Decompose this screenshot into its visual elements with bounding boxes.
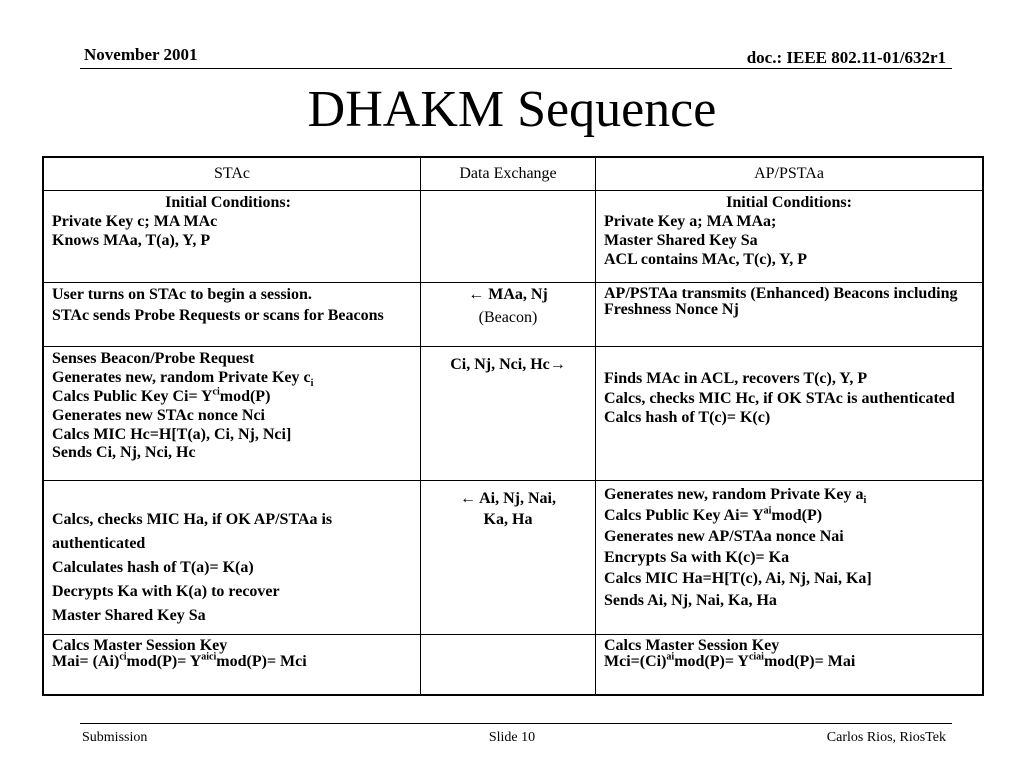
stac-line: Calcs, checks MIC Ha, if OK AP/STAa is authenticated (52, 511, 333, 552)
exchange-cell (421, 347, 596, 481)
ap-text: mod(P)= Mai (763, 653, 856, 670)
stac-text: mod(P)= Mci (216, 653, 307, 670)
exchange-line: Ci, Nj, Nci, Hc→ (450, 356, 566, 373)
stac-text: Calcs Public Key Ci= Y (52, 387, 213, 405)
exchange-line: ← Ai, Nj, Nai, (460, 490, 556, 507)
stac-line: Calcs MIC Hc=H[T(a), Ci, Nj, Nci] (52, 425, 292, 443)
stac-line: Private Key c; MA MAc (52, 212, 218, 230)
exchange-beacon-label: (Beacon) (478, 308, 538, 326)
footer-divider (80, 723, 952, 724)
stac-cell (43, 347, 421, 481)
table-row (43, 481, 983, 635)
stac-line: Knows MAa, T(a), Y, P (52, 231, 211, 249)
exchange-cell (421, 283, 596, 347)
exchange-cell (421, 191, 596, 283)
stac-line: Senses Beacon/Probe Request (52, 350, 255, 367)
stac-text: mod(P)= Y (126, 653, 202, 670)
stac-text: Mai= (Ai) (52, 653, 120, 670)
ap-line (604, 484, 974, 505)
slide-title: DHAKM Sequence (307, 81, 717, 138)
stac-line: Calcs Master Session Key (52, 637, 228, 654)
stac-line: Sends Ci, Nj, Nci, Hc (52, 444, 196, 462)
table-row (43, 347, 983, 481)
footer-submission: Submission (82, 730, 148, 745)
stac-text: Generates new, random Private Key c (52, 368, 311, 386)
subscript: i (863, 495, 867, 507)
table-row (43, 635, 983, 695)
ap-cell (596, 347, 984, 481)
ap-line: Calcs MIC Ha=H[T(c), Ai, Nj, Nai, Ka] (604, 570, 872, 588)
superscript: ai (666, 651, 675, 663)
stac-cell (43, 283, 421, 347)
superscript: ciai (748, 651, 764, 663)
stac-line (52, 388, 412, 407)
ap-line: Calcs hash of T(c)= K(c) (604, 408, 771, 426)
ap-text: Calcs Public Key Ai= Y (604, 507, 764, 525)
ap-line: Sends Ai, Nj, Nai, Ka, Ha (604, 591, 777, 609)
stac-line (52, 651, 412, 670)
stac-cell (43, 635, 421, 695)
sequence-table (42, 156, 984, 696)
superscript: ai (763, 505, 772, 517)
stac-line: Calculates hash of T(a)= K(a) (52, 559, 254, 576)
table-row (43, 283, 983, 347)
stac-cell (43, 191, 421, 283)
superscript: ci (212, 386, 220, 398)
header-date: November 2001 (84, 45, 198, 64)
exchange-beacon-line: ← MAa, Nj (468, 286, 548, 303)
subscript: i (310, 378, 314, 390)
ap-cell (596, 191, 984, 283)
ap-line (604, 505, 974, 526)
stac-line: Initial Conditions: (165, 194, 291, 211)
ap-line: Private Key a; MA MAa; (604, 212, 777, 230)
ap-line: Calcs Master Session Key (604, 637, 780, 654)
ap-line: Encrypts Sa with K(c)= Ka (604, 549, 790, 567)
table-row (43, 191, 983, 283)
ap-line: AP/PSTAa transmits (Enhanced) Beacons including Freshness Nonce Nj (604, 285, 958, 318)
column-header-data-exchange: Data Exchange (421, 157, 596, 191)
ap-text: mod(P) (771, 507, 823, 525)
ap-text: mod(P)= Y (674, 653, 749, 670)
ap-cell (596, 283, 984, 347)
column-header-stac: STAc (43, 157, 421, 191)
exchange-line: Ka, Ha (483, 510, 533, 528)
ap-line: Master Shared Key Sa (604, 231, 758, 249)
stac-line: STAc sends Probe Requests or scans for Beacons (52, 306, 384, 324)
ap-text: Mci=(Ci) (604, 653, 667, 670)
table-header-row (43, 157, 983, 191)
footer-slide-number: Slide 10 (488, 730, 536, 745)
ap-cell (596, 481, 984, 635)
header-divider (80, 68, 952, 69)
ap-cell (596, 635, 984, 695)
ap-line: Generates new AP/STAa nonce Nai (604, 528, 844, 546)
superscript: aici (201, 651, 217, 663)
ap-line: ACL contains MAc, T(c), Y, P (604, 250, 807, 268)
stac-line: Decrypts Ka with K(a) to recover (52, 583, 280, 600)
exchange-cell (421, 481, 596, 635)
exchange-cell (421, 635, 596, 695)
stac-line (52, 369, 412, 388)
ap-line: Finds MAc in ACL, recovers T(c), Y, P (604, 370, 868, 387)
ap-line (604, 651, 974, 670)
stac-cell (43, 481, 421, 635)
ap-text: Generates new, random Private Key a (604, 486, 864, 503)
header-doc-id: doc.: IEEE 802.11-01/632r1 (746, 48, 946, 67)
stac-line: Generates new STAc nonce Nci (52, 406, 265, 424)
stac-text: mod(P) (219, 387, 271, 405)
stac-line: User turns on STAc to begin a session. (52, 286, 312, 303)
ap-line: Initial Conditions: (726, 194, 852, 211)
column-header-ap-pstaa: AP/PSTAa (596, 157, 984, 191)
superscript: ci (119, 651, 127, 663)
footer-author: Carlos Rios, RiosTek (826, 730, 946, 745)
stac-line: Master Shared Key Sa (52, 607, 206, 624)
ap-line: Calcs, checks MIC Hc, if OK STAc is authenticated (604, 389, 955, 407)
